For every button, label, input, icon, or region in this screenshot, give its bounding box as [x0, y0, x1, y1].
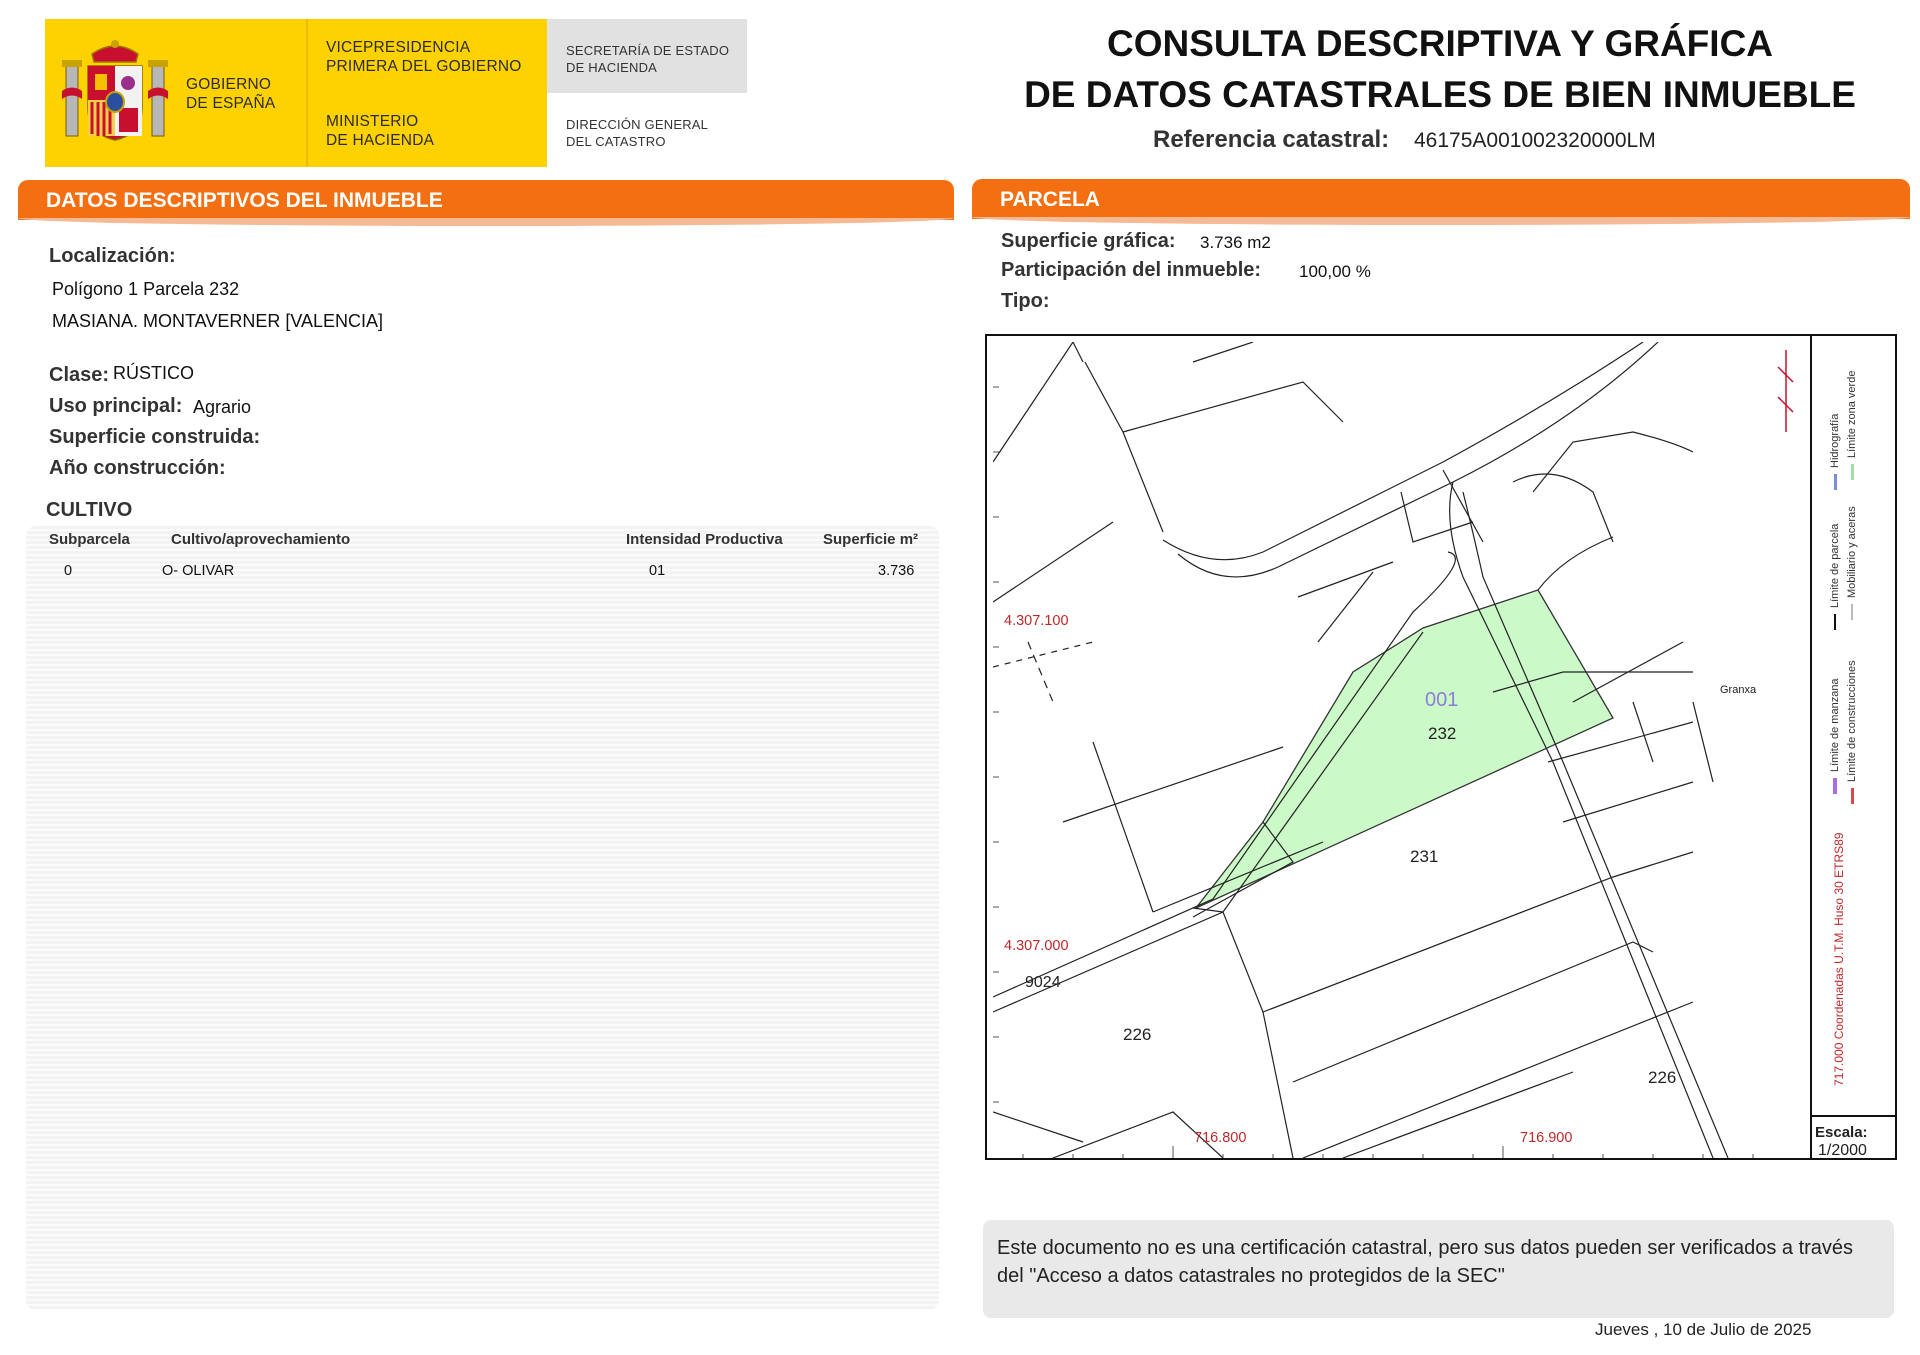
map-drawing: [993, 342, 1808, 1158]
secretaria: [566, 42, 729, 76]
participacion-value: 100,00 %: [1299, 262, 1371, 281]
coord-x-right: 716.900: [1520, 1130, 1573, 1146]
descriptivos-header-shadow: [18, 218, 954, 226]
direccion-line2: DEL CATASTRO: [566, 134, 666, 149]
legend-construcciones-swatch: [1851, 788, 1854, 804]
legend-mobiliario-label: Mobiliario y aceras: [1846, 506, 1858, 598]
legend-construcciones-label: Límite de construcciones: [1846, 660, 1858, 782]
localizacion-line2: MASIANA. MONTAVERNER [VALENCIA]: [52, 311, 384, 331]
clase-label: Clase:: [49, 364, 110, 386]
cell-intensidad: 01: [649, 563, 666, 579]
legend-mobiliario: [1846, 506, 1858, 620]
col-superficie: Superficie m²: [823, 531, 919, 548]
legend-parcela-label: Límite de parcela: [1829, 523, 1841, 608]
gov-name-line1: GOBIERNO: [186, 76, 272, 93]
legend-construcciones: [1846, 660, 1858, 804]
participacion-label: Participación del inmueble:: [1001, 259, 1262, 281]
direccion: [566, 116, 708, 150]
legend-zona-verde: [1846, 371, 1858, 480]
legend-parcela: [1829, 524, 1841, 630]
direccion-line1: DIRECCIÓN GENERAL: [566, 117, 709, 132]
scale-label: Escala:: [1815, 1124, 1868, 1141]
uso-label: Uso principal:: [49, 395, 183, 417]
col-subparcela: Subparcela: [49, 531, 130, 548]
title-line1: CONSULTA DESCRIPTIVA Y GRÁFICA: [1106, 23, 1774, 64]
legend-hidrografia: [1829, 414, 1841, 490]
clase-value: RÚSTICO: [113, 363, 194, 383]
subparcel-label: 001: [1425, 689, 1459, 711]
localizacion-line1: Polígono 1 Parcela 232: [52, 279, 240, 299]
parcela-header: PARCELA: [972, 179, 1910, 219]
parcel-label-9024: 9024: [1025, 974, 1061, 991]
parcel-label-231: 231: [1410, 847, 1439, 866]
localizacion-label: Localización:: [49, 245, 176, 267]
parcel-label-226-a: 226: [1123, 1025, 1152, 1044]
cultivo-header: CULTIVO: [46, 499, 133, 521]
parcel-label-226-b: 226: [1648, 1068, 1677, 1087]
ministerio: [326, 112, 434, 150]
coord-y-top: 4.307.100: [1004, 613, 1069, 629]
projection-label: 717.000 Coordenadas U.T.M. Huso 30 ETRS89: [1832, 832, 1846, 1086]
vicepresidencia-line1: VICEPRESIDENCIA: [326, 39, 471, 56]
title-line2: DE DATOS CATASTRALES DE BIEN INMUEBLE: [1024, 74, 1856, 115]
legend-separator: [1810, 336, 1812, 1158]
legend-manzana: [1829, 678, 1841, 794]
superficie-grafica-label: Superficie gráfica:: [1001, 230, 1176, 252]
parcel-232-highlight: [1196, 590, 1613, 908]
legend-manzana-swatch: [1833, 778, 1837, 794]
legend-zona-verde-swatch: [1851, 464, 1854, 480]
legend-hidrografia-label: Hidrografía: [1829, 413, 1841, 468]
gov-name: [186, 75, 275, 113]
ministerio-line2: DE HACIENDA: [326, 132, 435, 149]
col-cultivo: Cultivo/aprovechamiento: [171, 531, 351, 548]
cell-cultivo: O- OLIVAR: [162, 563, 235, 579]
legend-mobiliario-swatch: [1851, 604, 1853, 620]
secretaria-line2: DE HACIENDA: [566, 60, 658, 75]
tipo-label: Tipo:: [1001, 290, 1050, 312]
descriptivos-header: DATOS DESCRIPTIVOS DEL INMUEBLE: [18, 180, 954, 220]
ref-label: Referencia catastral:: [1153, 126, 1390, 153]
gov-name-line2: DE ESPAÑA: [186, 95, 276, 112]
superficie-grafica-value: 3.736 m2: [1200, 233, 1271, 252]
legend-parcela-swatch: [1834, 614, 1836, 630]
vicepresidencia-line2: PRIMERA DEL GOBIERNO: [326, 58, 522, 75]
cell-subparcela: 0: [64, 563, 73, 579]
parcel-label-232: 232: [1428, 724, 1457, 743]
coat-of-arms-icon: [62, 36, 168, 146]
legend-manzana-label: Límite de manzana: [1829, 678, 1841, 772]
coord-x-left: 716.800: [1194, 1130, 1247, 1146]
uso-value: Agrario: [193, 397, 252, 417]
cell-superficie: 3.736: [878, 563, 915, 579]
parcela-header-shadow: [972, 217, 1910, 225]
anio-construccion-label: Año construcción:: [49, 457, 226, 479]
vicepresidencia: [326, 38, 522, 76]
document-date: Jueves , 10 de Julio de 2025: [1595, 1320, 1812, 1339]
legend-zona-verde-label: Límite zona verde: [1846, 370, 1858, 458]
scale-value: 1/2000: [1818, 1142, 1867, 1159]
north-arrow-icon: [1778, 350, 1793, 432]
document-title: [960, 18, 1920, 120]
superficie-construida-label: Superficie construida:: [49, 426, 261, 448]
disclaimer: Este documento no es una certificación catastral, pero sus datos pueden ser verificados a través del "Acceso a datos catastrales no protegidos de la SEC": [983, 1220, 1894, 1318]
cultivo-table: [26, 526, 939, 1310]
ministerio-line1: MINISTERIO: [326, 113, 419, 130]
col-intensidad: Intensidad Productiva: [626, 531, 783, 548]
secretaria-line1: SECRETARÍA DE ESTADO: [566, 43, 730, 58]
ref-value: 46175A001002320000LM: [1414, 129, 1656, 152]
place-label: Granxa: [1720, 684, 1757, 696]
legend-hidrografia-swatch: [1834, 474, 1837, 490]
banner-divider: [306, 19, 308, 167]
coord-y-bottom: 4.307.000: [1004, 938, 1069, 954]
